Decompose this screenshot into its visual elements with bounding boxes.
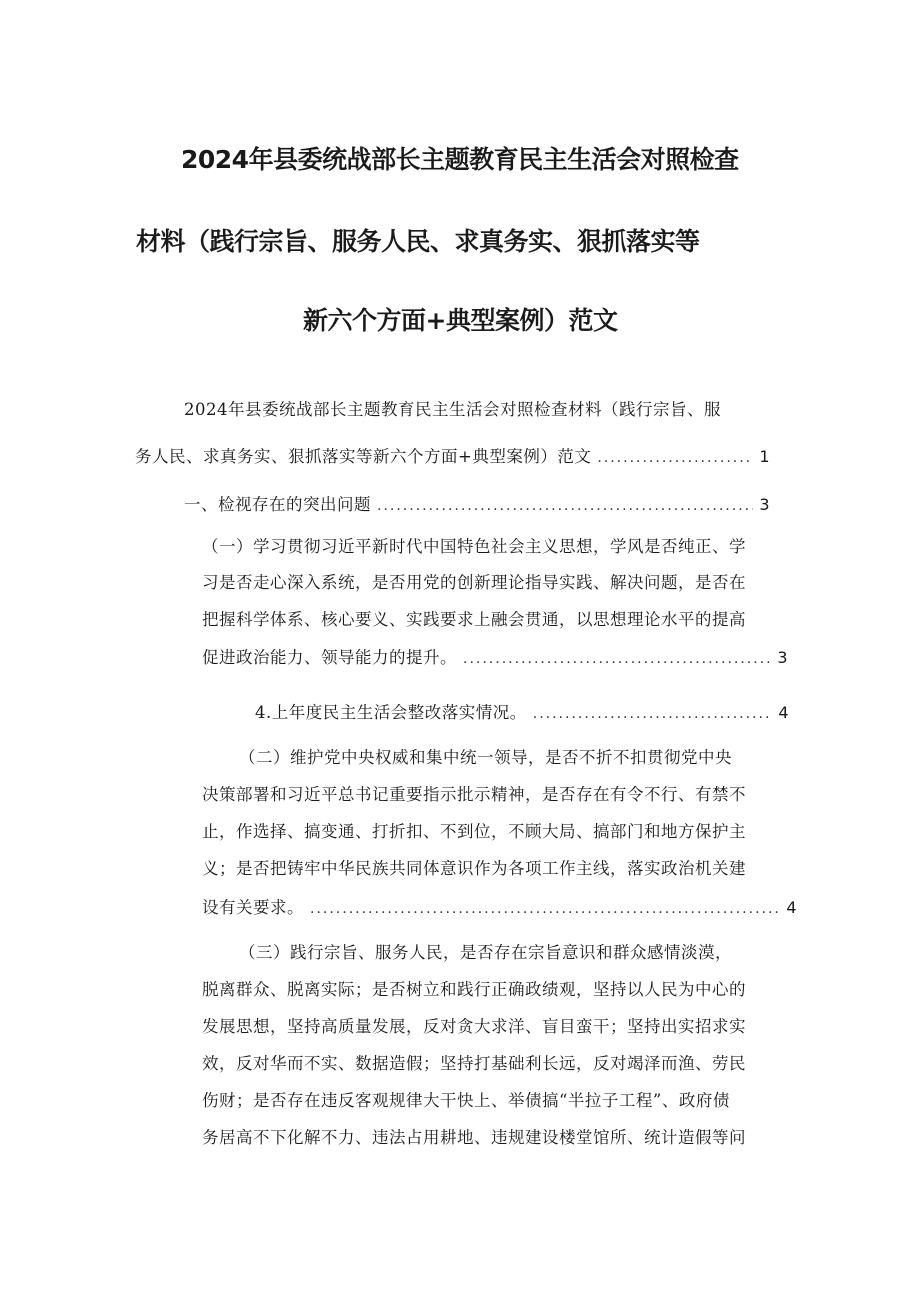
paragraph-3-line-6: 务居高不下化解不力、违法占用耕地、违规建设楼堂馆所、统计造假等问 xyxy=(202,1128,746,1147)
toc-entry-3-line-3[interactable]: 把握科学体系、核心要义、实践要求上融会贯通，以思想理论水平的提高 xyxy=(202,610,746,629)
toc-entry-1-row[interactable] xyxy=(135,449,770,466)
toc-entry-2-row[interactable] xyxy=(184,497,770,514)
paragraph-3-line-1: （三）践行宗旨、服务人民，是否存在宗旨意识和群众感情淡漠， xyxy=(239,943,732,962)
toc-entry-1-line-1[interactable]: 2024年县委统战部长主题教育民主生活会对照检查材料（践行宗旨、服 xyxy=(184,400,721,419)
paragraph-3-line-3: 发展思想，坚持高质量发展，反对贪大求洋、盲目蛮干；坚持出实招求实 xyxy=(202,1017,746,1036)
toc-entry-5-line-5: 设有关要求。 xyxy=(202,898,304,917)
toc-entry-4-row[interactable] xyxy=(255,705,789,722)
paragraph-3-line-5: 伤财；是否存在违反客观规律大干快上、举债搞“半拉子工程”、政府债 xyxy=(202,1091,730,1110)
paragraph-3-line-4: 效，反对华而不实、数据造假；坚持打基础利长远，反对竭泽而渔、劳民 xyxy=(202,1054,746,1073)
toc-dot-leader xyxy=(463,652,771,666)
toc-page-number: 1 xyxy=(759,447,770,466)
toc-dot-leader xyxy=(533,707,773,721)
toc-entry-5-line-3[interactable]: 止，作选择、搞变通、打折扣、不到位，不顾大局、搞部门和地方保护主 xyxy=(202,822,746,841)
toc-entry-5-line-1[interactable]: （二）维护党中央权威和集中统一领导，是否不折不扣贯彻党中央 xyxy=(239,748,732,767)
toc-entry-5-line-4[interactable]: 义；是否把铸牢中华民族共同体意识作为各项工作主线，落实政治机关建 xyxy=(202,859,746,878)
toc-entry-3-line-1[interactable]: （一）学习贯彻习近平新时代中国特色社会主义思想，学风是否纯正、学 xyxy=(202,537,746,556)
toc-page-number: 4 xyxy=(778,703,789,722)
toc-dot-leader xyxy=(310,902,780,916)
document-title-line-1: 2024年县委统战部长主题教育民主生活会对照检查 xyxy=(181,145,739,174)
toc-entry-3-line-2[interactable]: 习是否走心深入系统，是否用党的创新理论指导实践、解决问题，是否在 xyxy=(202,573,746,592)
toc-page-number: 3 xyxy=(759,495,770,514)
toc-entry-2-text: 一、检视存在的突出问题 xyxy=(184,495,371,514)
toc-page-number: 3 xyxy=(777,648,788,667)
document-title-line-2: 材料（践行宗旨、服务人民、求真务实、狠抓落实等 xyxy=(136,227,700,256)
toc-entry-3-row[interactable] xyxy=(202,650,788,667)
toc-entry-1-line-2: 务人民、求真务实、狠抓落实等新六个方面+典型案例）范文 xyxy=(135,447,592,466)
toc-page-number: 4 xyxy=(786,898,797,917)
paragraph-3-line-2: 脱离群众、脱离实际；是否树立和践行正确政绩观，坚持以人民为中心的 xyxy=(202,980,746,999)
toc-entry-5-line-2[interactable]: 决策部署和习近平总书记重要指示批示精神，是否存在有令不行、有禁不 xyxy=(202,785,746,804)
toc-dot-leader xyxy=(377,499,753,513)
document-title-line-3: 新六个方面+典型案例）范文 xyxy=(303,306,618,335)
toc-entry-4-text: 4.上年度民主生活会整改落实情况。 xyxy=(255,703,527,722)
toc-entry-3-line-4: 促进政治能力、领导能力的提升。 xyxy=(202,648,457,667)
toc-entry-5-row[interactable] xyxy=(202,900,797,917)
toc-dot-leader xyxy=(597,451,753,465)
